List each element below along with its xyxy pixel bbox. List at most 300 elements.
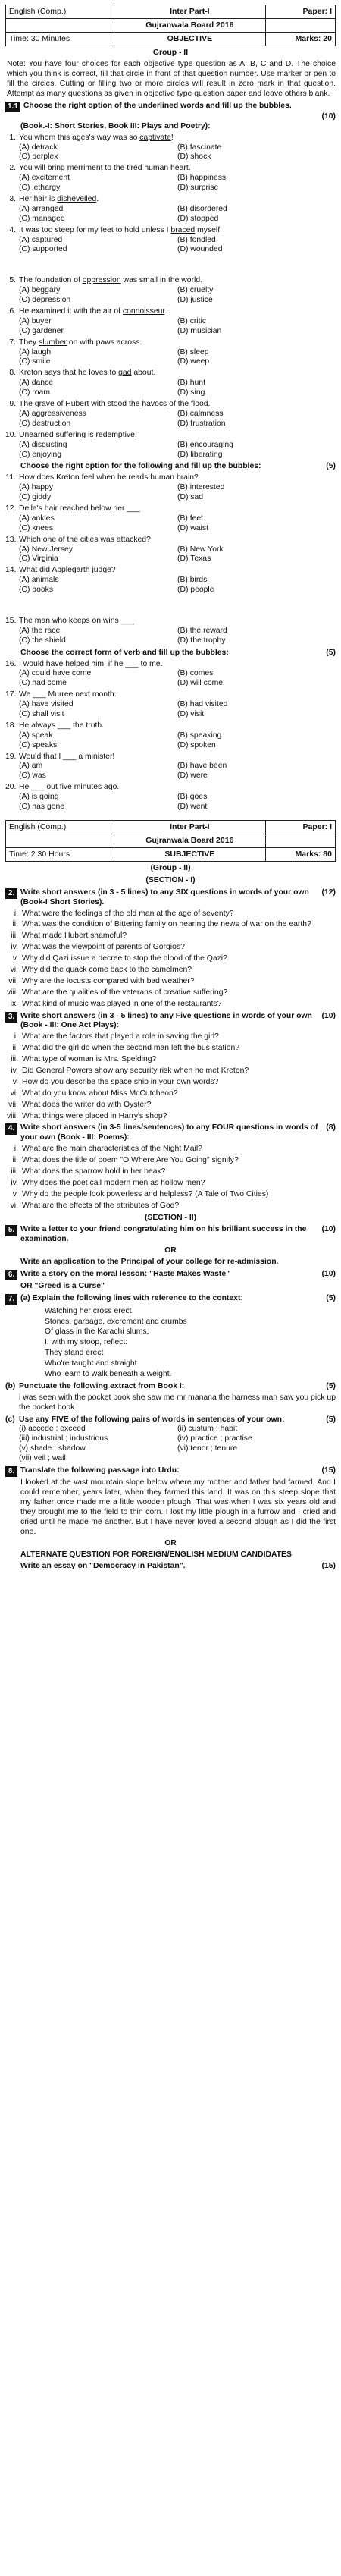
mcq-option: (B) sleep [177,347,209,357]
question-marks: (10) [321,1225,336,1234]
mcq-option: (A) could have come [19,669,92,678]
question-number: 6. [5,1270,17,1280]
question-number: 2. [5,888,17,899]
mcq-options [5,317,336,337]
mcq-question [5,307,336,317]
mcq-option: (C) giddy [19,493,52,502]
question-number: 19. [5,752,17,761]
question-number: 7. [5,1294,17,1305]
question-number: 6. [9,307,16,316]
mcq-option: (D) went [177,803,208,811]
short-question [5,1067,336,1076]
mcq-question [5,473,336,483]
mcq-options [5,348,336,368]
mcq-options [5,236,336,256]
mcq-question [5,134,336,143]
word-pair: (vi) tenor ; tenure [177,1444,238,1453]
mcq-question [5,660,336,670]
mcq-question [5,195,336,205]
question-text: Kreton says that he loves to gad about. [19,369,156,378]
question-heading [5,888,336,908]
short-question [5,1112,336,1122]
mcq-option: (B) encouraging [177,440,233,449]
poem-extract [5,1307,336,1380]
alternate-question: Write an essay on "Democracy in Pakistan". (15) [20,1561,336,1570]
group-label: (Group - II) [150,863,191,872]
mcq-option: (D) spoken [177,740,216,749]
question-number: 1. [9,133,16,142]
question-number: i. [14,1145,18,1154]
question-marks: (10) [321,1270,336,1278]
mcq-option: (D) waist [177,523,208,532]
poem-line: I, with my stoop, reflect: [45,1338,128,1347]
mcq-question [5,617,336,627]
question-text: You whom this ages's way was so captivate! [19,133,174,142]
mcq-option: (A) arranged [19,204,64,213]
short-question-list [5,1145,336,1211]
question-part: (a) Explain the following lines with reference to the context: [20,1294,243,1303]
question-number: 11. [5,473,16,482]
question-text: What are the qualities of the veterans of creative suffering? [22,988,228,997]
mcq-question [5,752,336,762]
question-title: Write short answers (in 3 - 5 lines) to any Five questions in words of your own (Book - III: One Act Plays): [20,1011,312,1030]
class: Inter Part-I [114,820,265,834]
question-text: You will bring merriment to the tired human heart. [19,164,191,173]
marks: Marks: 80 [266,847,336,861]
mcq-option: (A) animals [19,576,59,585]
mcq-option: (B) have been [177,762,227,771]
question-text: Unearned suffering is redemptive. [19,430,137,439]
question-number: 8. [9,369,16,378]
question-number: 9. [9,400,16,409]
mcq-option: (A) have visited [19,700,74,709]
short-question [5,1202,336,1211]
question-text: Her hair is dishevelled. [19,195,99,204]
short-question [5,1190,336,1200]
word-pair: (iv) practice ; practise [177,1434,252,1444]
mcq-option: (D) visit [177,709,205,718]
question-text: The man who keeps on wins ___ [19,616,134,625]
question-marks: (5) [326,648,336,657]
question-number: 14. [5,566,17,575]
mcq-option: (B) interested [177,483,225,492]
question-marks: (15) [321,1466,336,1475]
mcq-option: (A) buyer [19,316,52,325]
question-text: Why does the poet call modern men as hollow men? [22,1178,205,1187]
question-text: Della's hair reached below her ___ [19,504,140,513]
question-number: 18. [5,721,17,730]
question-text: What was the condition of Bittering family on hearing the news of war on the earth? [22,920,311,929]
mcq-option: (B) fascinate [177,143,222,152]
question-text: What are the main characteristics of the Night Mail? [22,1145,202,1154]
poem-line: Of glass in the Karachi slums, [45,1327,149,1337]
mcq-question [5,369,336,379]
mcq-option: (A) ankles [19,514,55,523]
subject: English (Comp.) [6,820,114,834]
question-number: 13. [5,535,17,544]
mcq-option: (D) weep [177,357,210,366]
question-number: 2. [9,164,16,173]
question-text: The grave of Hubert with stood the havocs of the flood. [19,400,211,409]
question-number: v. [12,1189,18,1198]
word-pair: (v) shade ; shadow [19,1444,86,1453]
word-pair [177,1454,336,1464]
translation-passage: I looked at the vast mountain slope below where my mother and father had farmed. And I could remember, years later, when they farmed this land. It was on this steep slope that my father once made me a little wooden plough. That was when I was six years old and they brought me to the field to thin corn. I lost my little plough in a furrow and I cried and cried until he made me another. But I have never loved a second plough as I did the first one. [20,1478,336,1536]
question-number: 15. [5,616,17,625]
mcq-option: (C) roam [19,388,50,397]
instructions-note: Note: You have four choices for each objective type question as A, B, C and D. The choice which you think is correct, fill that circle in front of that question number. Use marker or pen to fill the circles. Cutting or filling two or more circles will result in zero mark in that question. Attempt as many questions as given in objective type question paper and leave others blank. [7,59,336,98]
class: Inter Part-I [114,5,265,19]
subject: English (Comp.) [6,5,114,19]
question-number: ii. [12,1156,18,1165]
mcq-option: (A) beggary [19,286,61,295]
question-text: What does the writer do with Oyster? [22,1100,152,1109]
short-question [5,1055,336,1065]
punctuation-extract: i was seen with the pocket book she saw me mr manana the harness man saw you pick up the pocket book [19,1393,336,1412]
question-heading [5,462,336,472]
underlined-word: braced [170,225,196,234]
mcq-option: (B) critic [177,316,207,325]
group-label: Group - II [152,49,189,58]
mcq-option: (C) smile [19,357,51,366]
subjective-header [5,820,336,862]
mcq-option: (A) speak [19,730,53,740]
question-text: How does Kreton feel when he reads human brain? [19,473,199,482]
question-number: iv. [11,943,18,952]
word-pairs [5,1425,336,1464]
alternate-question-title: ALTERNATE QUESTION FOR FOREIGN/ENGLISH MEDIUM CANDIDATES [20,1550,292,1559]
mcq-options [5,143,336,163]
question-number: 5. [9,276,16,285]
mcq-option: (A) disgusting [19,440,67,449]
poem-line: Stones, garbage, excrement and crumbs [45,1317,187,1326]
question-text: What do you know about Miss McCutcheon? [22,1089,178,1098]
mcq-option: (C) shall visit [19,709,64,718]
question-text: We ___ Murree next month. [19,690,117,699]
mcq-option: (D) shock [177,152,211,162]
question-text: What does the sparrow hold in her beak? [22,1167,166,1176]
or-label: OR [164,1246,177,1255]
mcq-option: (C) destruction [19,419,71,428]
short-question [5,954,336,964]
short-question [5,909,336,919]
question-number: iii. [11,1167,18,1176]
question-text: Would that I ___ a minister! [19,752,115,761]
mcq-options [5,286,336,306]
question-number: vi. [10,965,18,974]
question-number: 3. [9,195,16,204]
question-text: What did Applegarth judge? [19,566,116,575]
question-text: How do you describe the space ship in your own words? [22,1077,219,1086]
mcq-option: (A) is going [19,793,59,802]
mcq-option: (B) had visited [177,700,228,709]
mcq-options [5,205,336,225]
mcq-option: (D) were [177,771,208,781]
question-text: Which one of the cities was attacked? [19,535,151,544]
mcq-option: (C) the shield [19,636,66,645]
mcq-option: (A) laugh [19,347,52,357]
question-number: ii. [12,1044,18,1053]
underlined-word: merriment [67,164,103,173]
paper-type: OBJECTIVE [114,33,265,46]
mcq-option: (C) had come [19,679,67,688]
question-number: vi. [10,1089,18,1098]
blank-space [5,255,336,275]
underlined-word: dishevelled [57,195,97,204]
question-text: It was too steep for my feet to hold unless I braced myself [19,225,221,234]
question-number: ii. [12,920,18,929]
question-number: v. [12,954,18,963]
question-number: iii. [11,931,18,941]
question-text: What things were placed in Harry's shop? [22,1111,167,1120]
question-text: Write an application to the Principal of your college for re-admission. [20,1258,279,1267]
question-marks: (5) [326,462,336,471]
mcq-options [5,545,336,565]
mcq-option: (D) stopped [177,214,219,223]
mcq-option: (B) calmness [177,409,224,418]
question-marks: (12) [321,887,336,897]
mcq-option: (C) supported [19,245,67,254]
question-heading [5,1225,336,1245]
mcq-options [5,379,336,398]
question-alt [5,1282,336,1292]
question-text: Why are the locusts compared with bad weather? [22,976,195,985]
mcq-options [5,669,336,689]
mcq-option: (D) surprise [177,184,219,193]
question-text: Why did the quack come back to the camelmen? [22,965,192,974]
short-question-list [5,1032,336,1121]
question-part: (b) Punctuate the following extract from Book I: (5) [5,1381,336,1390]
question-text: What were the feelings of the old man at the age of seventy? [22,909,234,918]
question-text: Did General Powers show any security risk when he met Kreton? [22,1066,249,1075]
mcq-question [5,721,336,731]
question-number: vi. [10,1201,18,1210]
paper-number: Paper: I [266,820,336,834]
short-question [5,977,336,987]
question-title: Write short answers (in 3 - 5 lines) to any SIX questions in words of your own (Book-I Short Stories). [20,887,309,906]
mcq-list-2 [5,473,336,646]
mcq-options [5,700,336,720]
mcq-option: (C) has gone [19,803,65,811]
mcq-option: (D) people [177,586,214,595]
question-marks: (8) [326,1123,336,1132]
question-marks: (10) [321,1011,336,1020]
question-text: They slumber on with paws across. [19,338,142,347]
short-question [5,931,336,941]
short-question [5,1032,336,1042]
mcq-option: (C) books [19,586,54,595]
word-pair: (iii) industrial ; industrious [19,1434,108,1444]
question-number: 5. [5,1225,17,1236]
mcq-option: (B) happiness [177,174,227,183]
short-question [5,1101,336,1111]
mcq-option: (D) Texas [177,554,211,564]
short-question [5,943,336,953]
time: Time: 30 Minutes [6,33,114,46]
question-part: (c) Use any FIVE of the following pairs of words in sentences of your own: (5) [5,1415,336,1424]
mcq-option: (B) comes [177,669,214,678]
mcq-options [5,174,336,193]
question-heading [5,1294,336,1305]
mcq-option: (B) cruelty [177,286,214,295]
poem-line: Who're taught and straight [45,1359,137,1368]
mcq-question [5,338,336,348]
mcq-option: (D) will come [177,679,224,688]
mcq-option: (C) was [19,771,46,781]
mcq-options [5,793,336,812]
mcq-question [5,566,336,576]
question-number: 16. [5,659,17,668]
word-pair: (i) accede ; exceed [19,1425,86,1434]
question-number: ix. [10,999,18,1008]
mcq-option: (B) hunt [177,379,205,388]
board: Gujranwala Board 2016 [114,834,265,847]
question-title: Choose the right option of the underlined words and fill up the bubbles. [23,101,292,110]
mcq-option: (A) am [19,762,43,771]
question-number: 1.1 [5,102,20,112]
question-text: Why did Qazi issue a decree to stop the blood of the Qazi? [22,954,227,963]
question-text: What type of woman is Mrs. Spelding? [22,1055,157,1064]
paper-type: SUBJECTIVE [114,847,265,861]
question-number: 10. [5,430,17,439]
mcq-option: (A) the race [19,626,61,635]
question-text: What kind of music was played in one of the restaurants? [22,999,222,1008]
mcq-option: (C) gardener [19,326,64,335]
short-question [5,1156,336,1166]
question-number: viii. [6,1111,18,1120]
question-text: Write a letter to your friend congratulating him on his brilliant success in the examination. [20,1225,307,1244]
mcq-options [5,731,336,751]
short-question [5,1000,336,1010]
question-number: 20. [5,783,17,792]
question-number: 8. [5,1466,17,1477]
mcq-option: (A) dance [19,379,54,388]
mcq-question [5,226,336,236]
mcq-option: (B) feet [177,514,204,523]
mcq-option: (C) lethargy [19,184,61,193]
question-heading [5,1270,336,1280]
mcq-list-1 [5,134,336,460]
short-question [5,966,336,975]
mcq-option: (A) detrack [19,143,58,152]
or-label: OR [164,1538,177,1547]
mcq-question [5,431,336,441]
poem-line: Who learn to walk beneath a weight. [45,1370,172,1379]
question-text: What are the factors that played a role in saving the girl? [22,1032,219,1041]
mcq-option: (A) aggressiveness [19,409,86,418]
question-heading [5,1123,336,1143]
question-text: He examined it with the air of connoisseur. [19,307,167,316]
underlined-word: gad [118,369,132,378]
mcq-option: (D) the trophy [177,636,226,645]
underlined-word: oppression [82,276,121,285]
mcq-question [5,164,336,174]
question-number: 4. [5,1123,17,1134]
mcq-option: (C) perplex [19,152,58,162]
question-number: 4. [9,225,16,234]
question-title: Choose the right option for the following and fill up the bubbles: [20,462,261,471]
question-number: 12. [5,504,17,513]
mcq-option: (C) knees [19,523,54,532]
question-text: He ___ out five minutes ago. [19,783,120,792]
poem-line: They stand erect [45,1349,104,1358]
short-question [5,1078,336,1088]
short-question [5,920,336,930]
mcq-option: (C) speaks [19,740,58,749]
or-label: OR [20,1282,33,1291]
mcq-option: (C) managed [19,214,65,223]
question-text: What made Hubert shameful? [22,931,127,941]
question-text: He always ___ the truth. [19,721,105,730]
mcq-option: (C) Virginia [19,554,58,564]
question-text: Write a story on the moral lesson: "Haste Makes Waste" [20,1270,230,1278]
word-pair: (vii) veil ; wail [19,1454,66,1463]
mcq-list-3 [5,660,336,812]
question-title: Write short answers (in 3-5 lines/sentences) to any FOUR questions in words of your own (Book - III: Poems): [20,1123,318,1142]
mcq-option: (B) New York [177,545,224,554]
question-heading [5,1466,336,1477]
short-question [5,988,336,998]
mcq-option: (C) enjoying [19,450,62,459]
mcq-question [5,690,336,700]
mcq-option: (D) sad [177,493,204,502]
book-label: (Book.-I: Short Stories, Book III: Plays and Poetry): [20,121,211,130]
question-number: iii. [11,1055,18,1064]
mcq-option: (D) frustration [177,419,226,428]
question-number: 7. [9,338,16,347]
question-heading [5,649,336,658]
underlined-word: connoisseur [122,307,165,316]
question-text: I would have helped him, if he ___ to me. [19,659,163,668]
question-number: 3. [5,1012,17,1023]
question-text: What was the viewpoint of parents of Gorgios? [22,943,185,952]
board: Gujranwala Board 2016 [114,19,265,33]
mcq-option: (A) New Jersey [19,545,74,554]
short-question-list [5,909,336,1010]
question-number: vii. [8,1100,18,1109]
question-text: The foundation of oppression was small in the world. [19,276,203,285]
mcq-options [5,627,336,646]
mcq-options [5,514,336,534]
mcq-option: (B) speaking [177,730,222,740]
section-label: (SECTION - I) [145,875,196,884]
question-text: What did the girl do when the second man left the bus station? [22,1044,240,1053]
short-question [5,1044,336,1054]
mcq-option: (C) depression [19,296,71,305]
mcq-option: (A) captured [19,235,63,244]
question-title: Translate the following passage into Urdu: [20,1466,180,1475]
question-number: viii. [6,988,18,997]
mcq-options [5,483,336,503]
mcq-option: (B) goes [177,793,208,802]
question-number: i. [14,1032,18,1041]
mcq-question [5,276,336,286]
short-question [5,1089,336,1099]
question-text: Why do the people look powerless and helpless? (A Tale of Two Cities) [22,1189,269,1198]
mcq-option: (A) happy [19,483,54,492]
question-text: What does the title of poem "O Where Are You Going" signify? [22,1156,239,1165]
underlined-word: redemptive [95,430,135,439]
short-question [5,1145,336,1154]
question-number: iv. [11,1178,18,1187]
short-question [5,1179,336,1189]
question-text: What are the effects of the attributes of God? [22,1201,180,1210]
mcq-question [5,504,336,514]
question-heading [5,1012,336,1032]
section-label: (SECTION - II) [144,1213,197,1222]
mcq-options [5,441,336,460]
question-number: iv. [11,1066,18,1075]
